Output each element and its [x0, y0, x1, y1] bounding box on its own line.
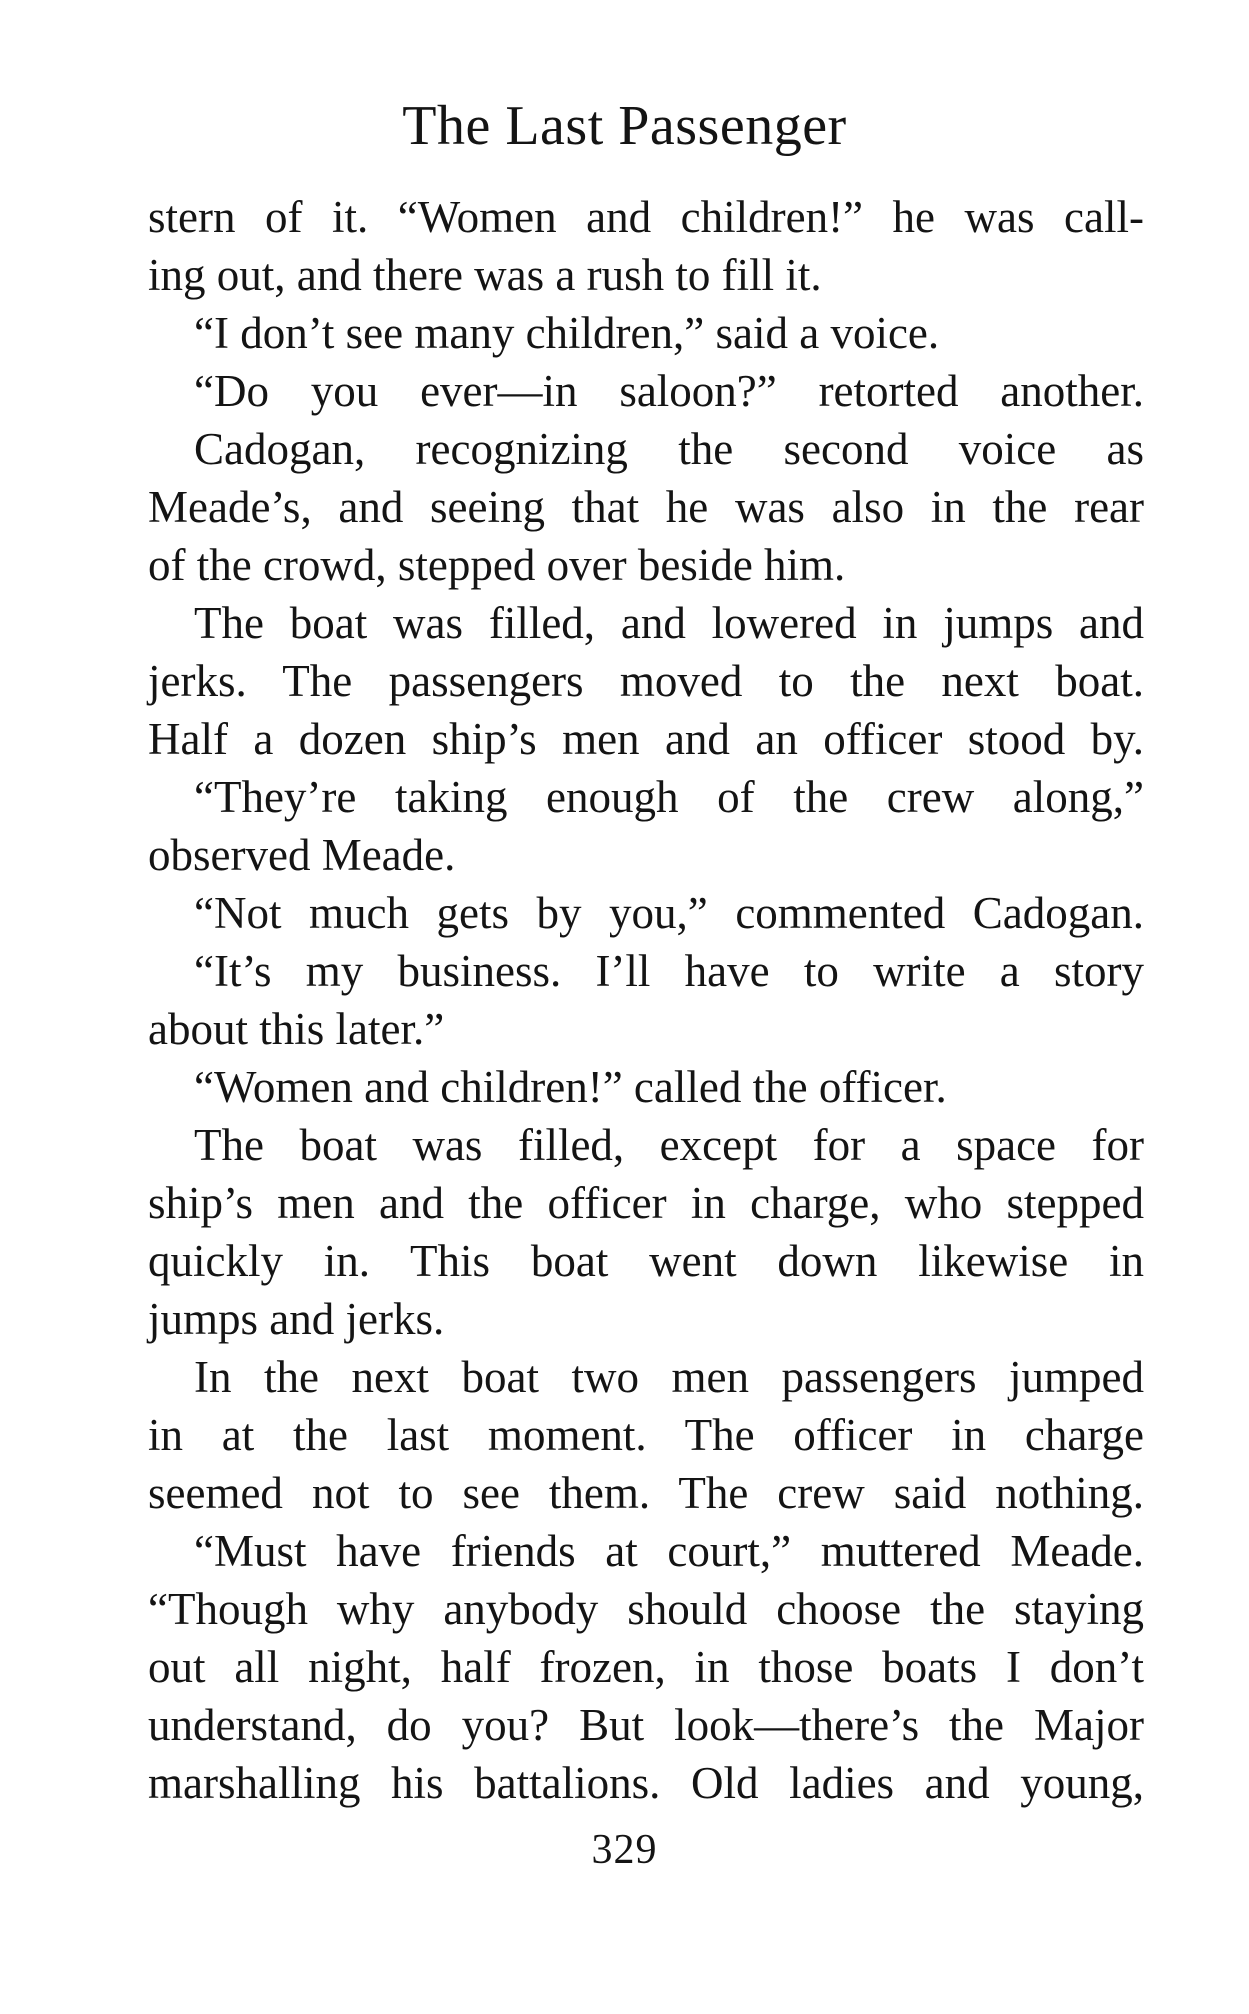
text-line: stern of it. “Women and children!” he was call-	[148, 192, 1144, 242]
text-line: “Women and children!” called the officer.	[194, 1062, 947, 1112]
text-line: ing out, and there was a rush to fill it.	[148, 250, 822, 300]
text-line: The boat was filled, except for a space for	[194, 1120, 1144, 1170]
text-line: “Must have friends at court,” muttered Meade.	[194, 1526, 1144, 1576]
text-line: In the next boat two men passengers jumped	[194, 1352, 1144, 1402]
text-line: about this later.”	[148, 1004, 445, 1054]
text-line: “Though why anybody should choose the staying	[148, 1584, 1144, 1634]
running-head: The Last Passenger	[402, 95, 847, 157]
page-number: 329	[591, 1827, 658, 1873]
text-line: understand, do you? But look—there’s the Major	[148, 1700, 1144, 1750]
text-line: jerks. The passengers moved to the next boat.	[148, 656, 1144, 706]
text-line: out all night, half frozen, in those boats I don’t	[148, 1642, 1144, 1692]
text-line: marshalling his battalions. Old ladies and young,	[148, 1758, 1144, 1808]
text-line: “They’re taking enough of the crew along,”	[194, 772, 1144, 822]
text-line: ship’s men and the officer in charge, who stepped	[148, 1178, 1144, 1228]
text-line: “I don’t see many children,” said a voice.	[194, 308, 940, 358]
text-line: jumps and jerks.	[148, 1294, 445, 1344]
text-line: Half a dozen ship’s men and an officer stood by.	[148, 714, 1144, 764]
body-text	[148, 188, 1144, 1812]
text-line: “Not much gets by you,” commented Cadogan.	[194, 888, 1144, 938]
text-line: “Do you ever—in saloon?” retorted another.	[194, 366, 1144, 416]
text-line: in at the last moment. The officer in charge	[148, 1410, 1144, 1460]
text-line: observed Meade.	[148, 830, 456, 880]
text-line: seemed not to see them. The crew said nothing.	[148, 1468, 1144, 1518]
text-line: quickly in. This boat went down likewise in	[148, 1236, 1144, 1286]
text-line: of the crowd, stepped over beside him.	[148, 540, 846, 590]
text-line: “It’s my business. I’ll have to write a story	[194, 946, 1144, 996]
text-line: Meade’s, and seeing that he was also in the rear	[148, 482, 1144, 532]
text-line: The boat was filled, and lowered in jumps and	[194, 598, 1144, 648]
text-line: Cadogan, recognizing the second voice as	[194, 424, 1144, 474]
